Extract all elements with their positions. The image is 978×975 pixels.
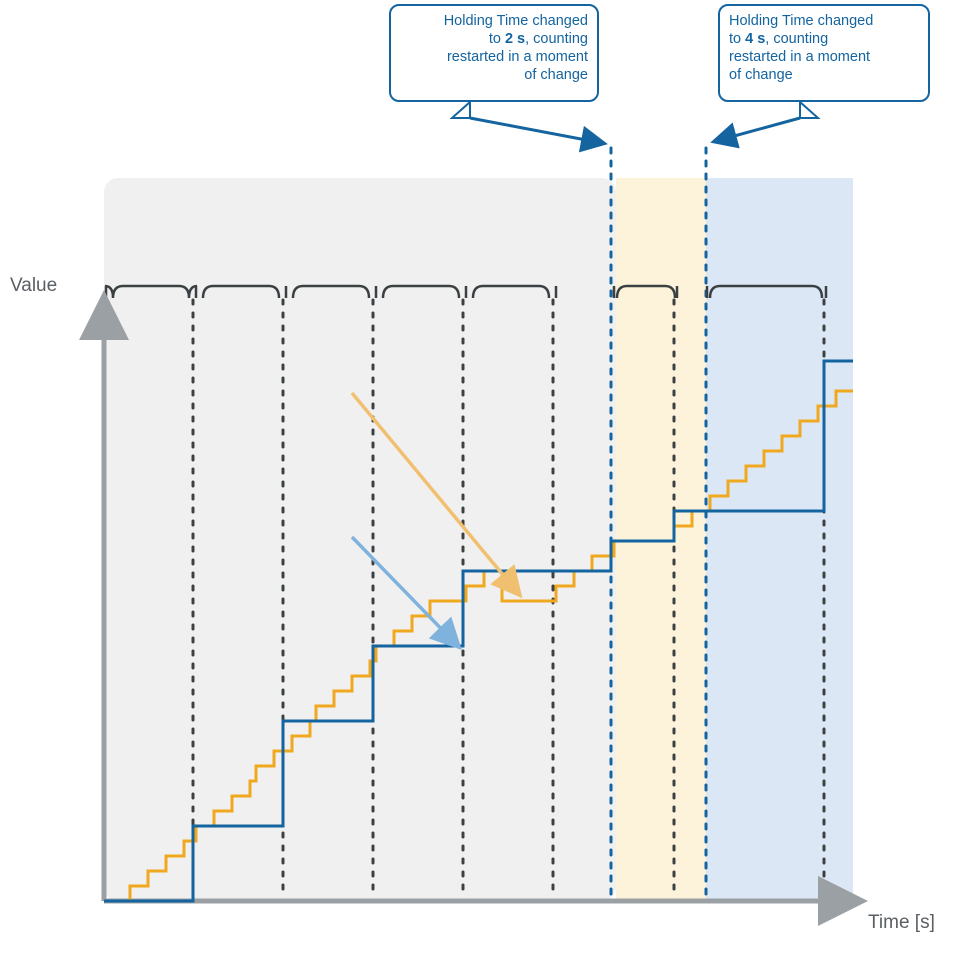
callout-4s-line2-pre: to — [729, 31, 746, 47]
callout-4s-line3: restarted in a moment — [729, 49, 871, 65]
x-axis-label: Time [s] — [868, 912, 935, 933]
callout-2s-line1: Holding Time changed — [443, 13, 588, 29]
y-axis-label: Value — [10, 275, 58, 296]
callout-2s-line3: restarted in a moment — [446, 49, 588, 65]
callout-4s-tail — [800, 102, 818, 118]
callout-4s-line2-post: , counting — [765, 31, 829, 47]
callout-4s-value: 4 s — [745, 31, 766, 47]
callout-2s-value: 2 s — [504, 31, 526, 47]
callout-2s-arrow — [470, 118, 602, 143]
callout-4s-line4: of change — [729, 67, 793, 83]
callout-2s-line2-post: , counting — [525, 31, 588, 47]
callout-4s-arrow — [716, 118, 800, 141]
callout-2s-line2-pre: to — [488, 31, 505, 47]
callout-2s-tail — [452, 102, 470, 118]
callout-4s-line1: Holding Time changed — [729, 13, 874, 29]
panel-blue-round-cap — [839, 178, 853, 901]
callout-2s-line4: of change — [524, 67, 588, 83]
